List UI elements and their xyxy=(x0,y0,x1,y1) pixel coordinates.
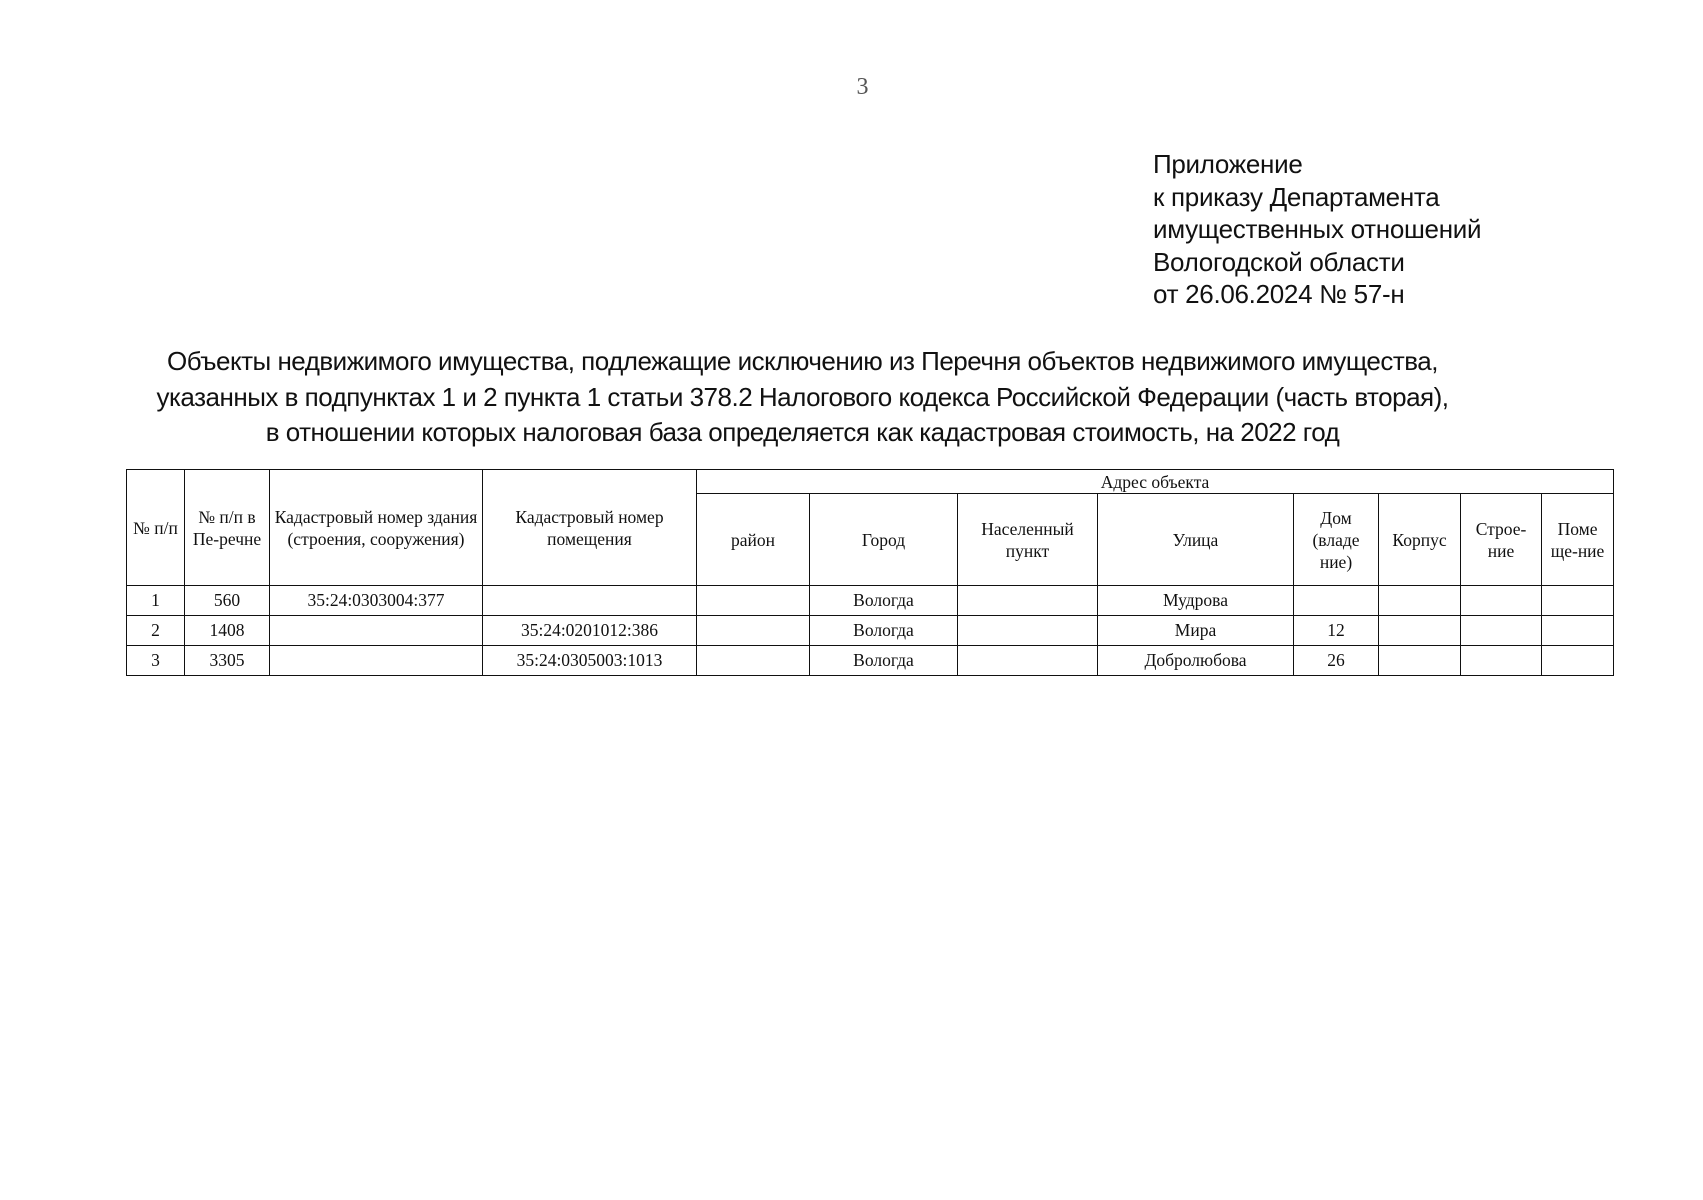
cell-list-num: 3305 xyxy=(185,646,270,676)
header-street: Улица xyxy=(1098,494,1294,586)
appendix-line: от 26.06.2024 № 57-н xyxy=(1153,279,1405,309)
cell-street: Мудрова xyxy=(1098,586,1294,616)
appendix-line: к приказу Департамента xyxy=(1153,181,1440,212)
header-premises: Поме ще-ние xyxy=(1542,494,1614,586)
header-block: Корпус xyxy=(1379,494,1461,586)
header-address-group: Адрес объекта xyxy=(697,470,1614,494)
cell-building-cadastral xyxy=(270,646,483,676)
cell-room-cadastral: 35:24:0305003:1013 xyxy=(483,646,697,676)
cell-building-cadastral xyxy=(270,616,483,646)
title-line: в отношении которых налоговая база определяется как кадастровая стоимость, на 2022 год xyxy=(265,417,1340,447)
cell-district xyxy=(697,616,810,646)
cell-street: Добролюбова xyxy=(1098,646,1294,676)
cell-district xyxy=(697,586,810,616)
header-structure: Строе-ние xyxy=(1461,494,1542,586)
cell-city: Вологда xyxy=(810,616,958,646)
cell-room-cadastral xyxy=(483,586,697,616)
appendix-line: Приложение xyxy=(1153,149,1303,179)
header-locality: Населенный пункт xyxy=(958,494,1098,586)
cell-block xyxy=(1379,646,1461,676)
appendix-line: Вологодской области xyxy=(1153,246,1405,277)
appendix-line: имущественных отношений xyxy=(1153,214,1482,244)
cell-structure xyxy=(1461,646,1542,676)
cell-list-num: 560 xyxy=(185,586,270,616)
header-list-num: № п/п в Пе-речне xyxy=(185,470,270,586)
cell-city: Вологда xyxy=(810,586,958,616)
header-house: Дом (владе ние) xyxy=(1294,494,1379,586)
cell-locality xyxy=(958,646,1098,676)
cell-locality xyxy=(958,616,1098,646)
table-row xyxy=(127,646,1614,676)
page-number: 3 xyxy=(856,74,869,100)
cell-house xyxy=(1294,586,1379,616)
cell-street: Мира xyxy=(1098,616,1294,646)
table-row xyxy=(127,616,1614,646)
cell-structure xyxy=(1461,616,1542,646)
appendix-block xyxy=(1153,148,1481,311)
cell-room-cadastral: 35:24:0201012:386 xyxy=(483,616,697,646)
document-title xyxy=(120,344,1485,451)
header-city: Город xyxy=(810,494,958,586)
cell-block xyxy=(1379,586,1461,616)
cell-block xyxy=(1379,616,1461,646)
title-line: Объекты недвижимого имущества, подлежащие исключению из Перечня объектов недвижимого имущества, xyxy=(167,346,1438,376)
table-body xyxy=(127,586,1614,676)
cell-num: 3 xyxy=(127,646,185,676)
cell-premises xyxy=(1542,616,1614,646)
cell-house: 26 xyxy=(1294,646,1379,676)
header-room-cadastral: Кадастровый номер помещения xyxy=(483,470,697,586)
cell-list-num: 1408 xyxy=(185,616,270,646)
property-table xyxy=(126,469,1614,676)
cell-premises xyxy=(1542,646,1614,676)
cell-city: Вологда xyxy=(810,646,958,676)
table-row xyxy=(127,586,1614,616)
cell-building-cadastral: 35:24:0303004:377 xyxy=(270,586,483,616)
cell-locality xyxy=(958,586,1098,616)
cell-num: 1 xyxy=(127,586,185,616)
header-district: район xyxy=(697,494,810,586)
cell-premises xyxy=(1542,586,1614,616)
cell-structure xyxy=(1461,586,1542,616)
cell-num: 2 xyxy=(127,616,185,646)
cell-house: 12 xyxy=(1294,616,1379,646)
header-building-cadastral: Кадастровый номер здания (строения, сооружения) xyxy=(270,470,483,586)
header-num: № п/п xyxy=(127,470,185,586)
title-line: указанных в подпунктах 1 и 2 пункта 1 статьи 378.2 Налогового кодекса Российской Федерации (часть вторая), xyxy=(156,381,1449,412)
cell-district xyxy=(697,646,810,676)
table-header xyxy=(127,470,1614,586)
